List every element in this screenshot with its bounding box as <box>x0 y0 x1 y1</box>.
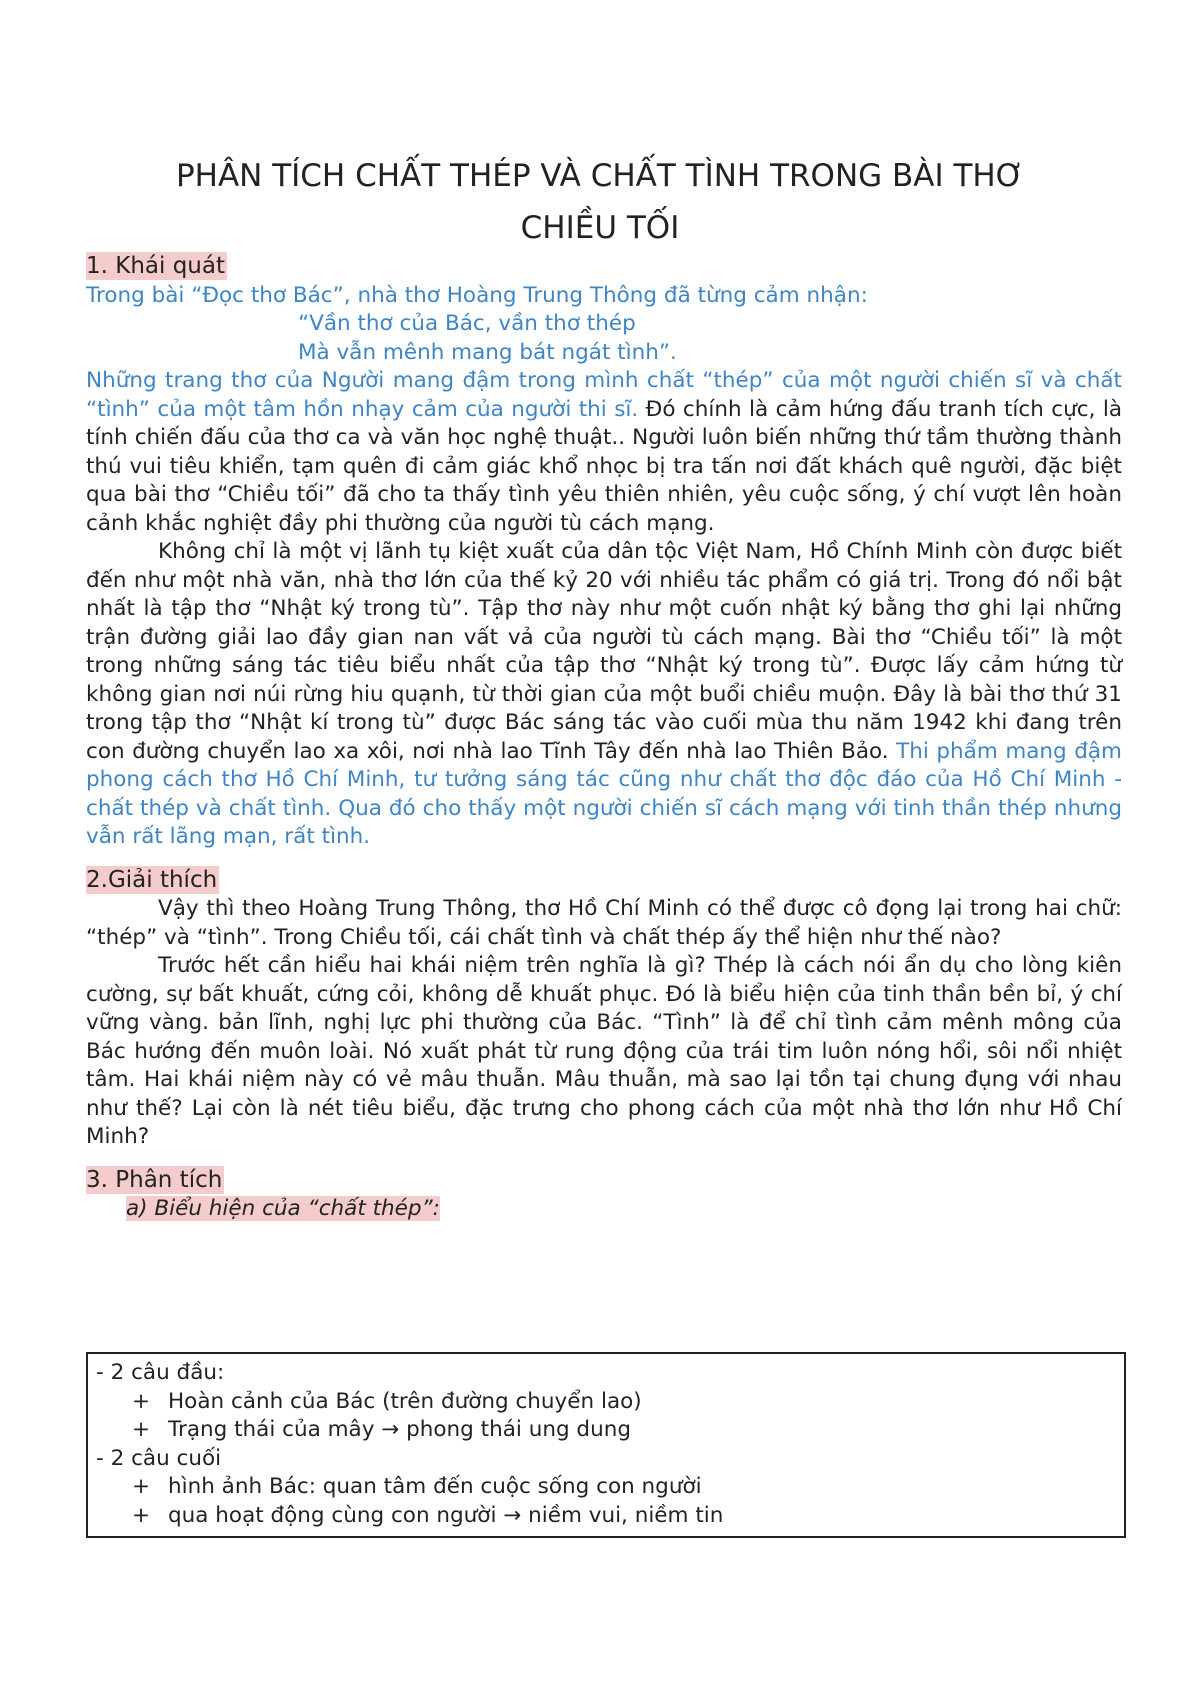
section-3-sub-heading <box>86 1195 1122 1224</box>
paragraph-2-black: Không chỉ là một vị lãnh tụ kiệt xuất của dân tộc Việt Nam, Hồ Chính Minh còn được biết đến như một nhà văn, nhà thơ lớn của thế kỷ 20 với nhiều tác phẩm có giá trị. Trong đó nổi bật nhất là tập thơ “Nhật ký trong tù”. Tập thơ này như một cuốn nhật ký bằng thơ ghi lại những trận đường giải lao đầy gian nan vất vả của người tù cách mạng. Bài thơ “Chiều tối” là một trong những sáng tác tiêu biểu nhất của tập thơ “Nhật ký trong tù”. Được lấy cảm hứng từ không gian nơi núi rừng hiu quạnh, từ thời gian của một buổi chiều muộn. Đây là bài thơ thứ 31 trong tập thơ “Nhật kí trong tù” được Bác sáng tác vào cuối mùa thu năm 1942 khi đang trên con đường chuyển lao xa xôi, nơi nhà lao Tĩnh Tây đến nhà lao Thiên Bảo. <box>86 539 1122 764</box>
title-line-1: PHÂN TÍCH CHẤT THÉP VÀ CHẤT TÌNH TRONG BÀI THƠ <box>175 158 1025 194</box>
section-2-heading: 2.Giải thích <box>86 866 218 893</box>
quote-line-2: Mà vẫn mênh mang bát ngát tình”. <box>298 339 677 365</box>
bullet-mark: + <box>132 1388 151 1414</box>
paragraph-2 <box>86 538 1122 852</box>
paragraph-1 <box>86 367 1122 538</box>
paragraph-2-blue: Thi phẩm mang đậm phong cách thơ Hồ Chí Minh, tư tưởng sáng tác cũng như chất thơ độc đáo của Hồ Chí Minh - chất thép và chất tình. Qua đó cho thấy một người chiến sĩ cách mạng với tinh thần thép nhưng vẫn rất lãng mạn, rất tình. <box>86 738 1122 849</box>
title-line-2: CHIỀU TỐI <box>520 210 680 246</box>
paragraph-1-blue: Những trang thơ của Người mang đậm trong mình chất “thép” của một người chiến sĩ và chất “tình” của một tâm hồn nhạy cảm của người thi sĩ. <box>86 368 1122 422</box>
summary-box <box>86 1352 1126 1538</box>
box-group-1-label: - 2 câu đầu: <box>96 1360 225 1385</box>
section-2-paragraph-1: Vậy thì theo Hoàng Trung Thông, thơ Hồ Chí Minh có thể được cô đọng lại trong hai chữ: “thép” và “tình”. Trong Chiều tối, cái chất tình và chất thép ấy thể hiện như thế nào? <box>86 896 1122 950</box>
sub-heading-text: a) Biểu hiện của “chất thép”: <box>126 1196 440 1221</box>
bullet-mark: + <box>132 1417 151 1442</box>
document-body <box>86 252 1122 1224</box>
intro-line: Trong bài “Đọc thơ Bác”, nhà thơ Hoàng Trung Thông đã từng cảm nhận: <box>86 282 868 308</box>
paragraph-1-rest: Đó chính là cảm hứng đấu tranh tích cực, là tính chiến đấu của thơ ca và văn học nghệ thuật.. Người luôn biến những thứ tầm thường thành thú vui tiêu khiển, tạm quên đi cảm giác khổ nhọc bị tra tấn nơi đất khách quê người, đặc biệt qua bài thơ “Chiều tối” đã cho ta thấy tình yêu thiên nhiên, yêu cuộc sống, ý chí vượt lên hoàn cảnh khắc nghiệt đầy phi thường của người tù cách mạng. <box>86 396 1122 536</box>
list-item-text: Hoàn cảnh của Bác (trên đường chuyển lao) <box>168 1388 642 1414</box>
list-item <box>96 1416 1124 1445</box>
bullet-mark: + <box>132 1474 151 1499</box>
section-3-heading: 3. Phân tích <box>86 1166 223 1193</box>
page-title <box>80 150 1120 254</box>
section-3 <box>86 1166 1122 1224</box>
list-item-text: hình ảnh Bác: quan tâm đến cuộc sống con người <box>168 1474 702 1499</box>
list-item <box>96 1502 1124 1531</box>
section-2-paragraph-2: Trước hết cần hiểu hai khái niệm trên nghĩa là gì? Thép là cách nói ẩn dụ cho lòng kiên cường, sự bất khuất, cứng cỏi, không dễ khuất phục. Đó là biểu hiện của tinh thần bền bỉ, ý chí vững vàng. bản lĩnh, nghị lực phi thường của Bác. “Tình” là để chỉ tình cảm mênh mông của Bác hướng đến muôn loài. Nó xuất phát từ rung động của trái tim luôn nóng hổi, sôi nổi nhiệt tâm. Hai khái niệm này có vẻ mâu thuẫn. Mâu thuẫn, mà sao lại tồn tại chung đụng với nhau như thế? Lại còn là nét tiêu biểu, đặc trưng cho phong cách của một nhà thơ lớn như Hồ Chí Minh? <box>86 953 1122 1149</box>
bullet-mark: + <box>132 1502 151 1528</box>
list-item <box>96 1388 1124 1417</box>
section-1-heading: 1. Khái quát <box>86 253 225 279</box>
section-1 <box>86 252 1122 852</box>
list-item-text: qua hoạt động cùng con người → niềm vui, niềm tin <box>168 1502 724 1528</box>
section-2 <box>86 866 1122 1152</box>
list-item <box>96 1473 1124 1502</box>
box-group-2-label: - 2 câu cuối <box>96 1445 222 1471</box>
list-item-text: Trạng thái của mây → phong thái ung dung <box>168 1417 631 1442</box>
quote-line-1: “Vần thơ của Bác, vần thơ thép <box>298 311 636 336</box>
